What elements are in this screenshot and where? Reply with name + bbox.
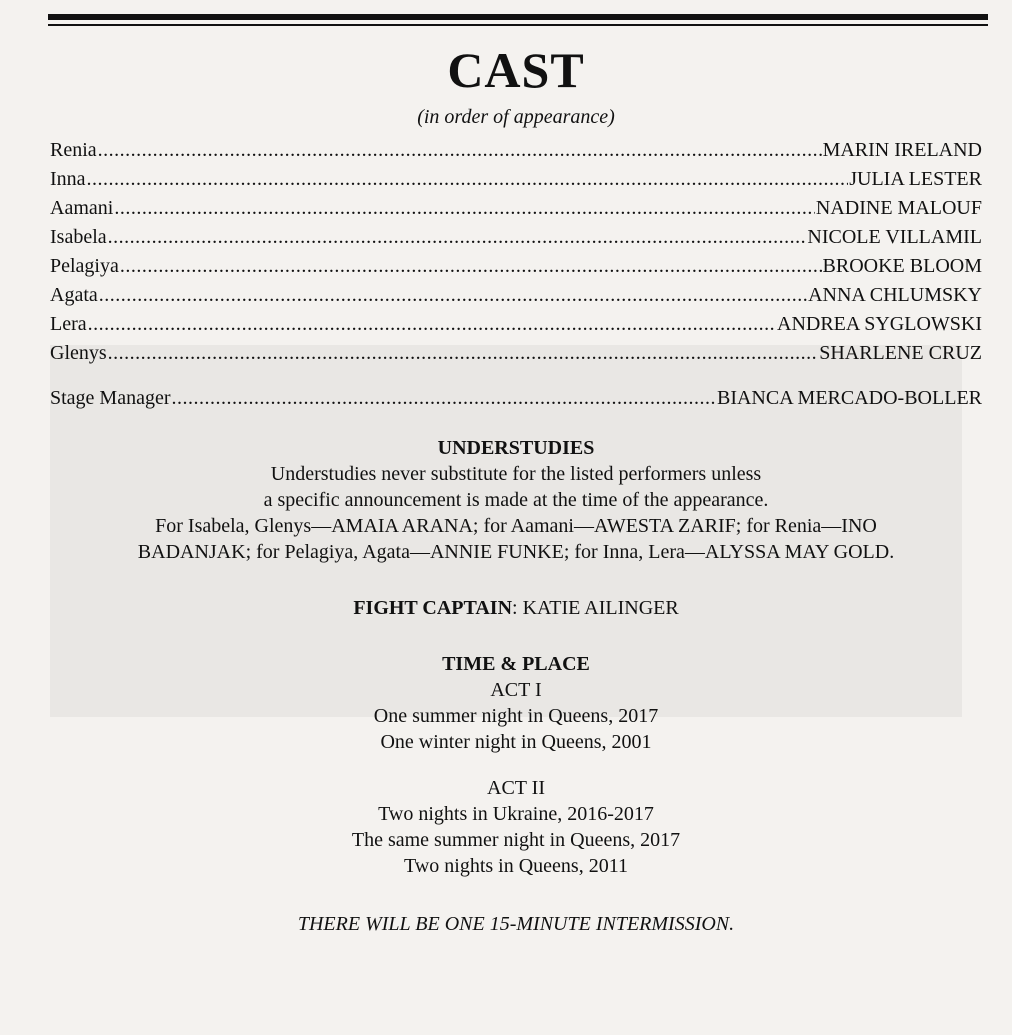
understudies-list: BADANJAK; for Pelagiya, Agata—ANNIE FUNKE; for Inna, Lera—ALYSSA MAY GOLD.	[137, 541, 895, 563]
time-place-heading: TIME & PLACE	[442, 653, 590, 675]
fight-captain	[50, 595, 982, 621]
intermission-note: THERE WILL BE ONE 15-MINUTE INTERMISSION.	[297, 913, 735, 935]
role-name: Lera	[50, 313, 87, 335]
dot-leader	[87, 165, 849, 194]
cast-list	[50, 136, 982, 413]
role-name: Agata	[50, 284, 98, 306]
cast-row	[50, 310, 982, 339]
act-setting: One winter night in Queens, 2001	[380, 731, 652, 753]
playbill-page	[50, 40, 982, 937]
fight-captain-label: FIGHT CAPTAIN	[353, 597, 513, 619]
act-setting: One summer night in Queens, 2017	[373, 705, 659, 727]
act-setting: The same summer night in Queens, 2017	[351, 829, 681, 851]
role-name: Stage Manager	[50, 387, 171, 409]
actor-name: BROOKE BLOOM	[822, 255, 982, 277]
role-name: Inna	[50, 168, 86, 190]
role-name: Pelagiya	[50, 255, 119, 277]
act-setting: Two nights in Queens, 2011	[404, 855, 628, 877]
role-name: Renia	[50, 139, 97, 161]
cast-row	[50, 136, 982, 165]
time-place-section	[50, 651, 982, 879]
actor-name: JULIA LESTER	[849, 168, 982, 190]
actor-name: NICOLE VILLAMIL	[807, 226, 982, 248]
understudies-list: For Isabela, Glenys—AMAIA ARANA; for Aamani—AWESTA ZARIF; for Renia—INO	[155, 515, 877, 537]
role-name: Glenys	[50, 342, 107, 364]
dot-leader	[99, 281, 807, 310]
dot-leader	[88, 310, 776, 339]
role-name: Isabela	[50, 226, 107, 248]
actor-name: SHARLENE CRUZ	[819, 342, 982, 364]
dot-leader	[108, 223, 807, 252]
actor-name: MARIN IRELAND	[822, 139, 982, 161]
act-title: ACT II	[487, 777, 545, 799]
dot-leader	[172, 384, 716, 413]
understudies-section	[50, 435, 982, 565]
dot-leader	[120, 252, 822, 281]
stage-manager-row	[50, 384, 982, 413]
dot-leader	[108, 339, 819, 368]
cast-title: CAST	[447, 42, 585, 98]
actor-name: BIANCA MERCADO-BOLLER	[716, 387, 982, 409]
cast-row	[50, 252, 982, 281]
dot-leader	[114, 194, 815, 223]
fight-captain-name: : KATIE AILINGER	[512, 597, 679, 619]
act-setting: Two nights in Ukraine, 2016-2017	[378, 803, 654, 825]
actor-name: ANNA CHLUMSKY	[808, 284, 982, 306]
understudies-note: Understudies never substitute for the listed performers unless	[270, 463, 762, 485]
spacer	[50, 368, 982, 384]
actor-name: NADINE MALOUF	[815, 197, 982, 219]
dot-leader	[98, 136, 822, 165]
understudies-heading: UNDERSTUDIES	[437, 437, 595, 459]
understudies-note: a specific announcement is made at the time of the appearance.	[263, 489, 769, 511]
cast-row	[50, 339, 982, 368]
cast-row	[50, 281, 982, 310]
act-title: ACT I	[490, 679, 542, 701]
cast-subtitle: (in order of appearance)	[417, 106, 615, 128]
top-rule-thick	[48, 14, 988, 20]
cast-row	[50, 194, 982, 223]
role-name: Aamani	[50, 197, 114, 219]
cast-row	[50, 223, 982, 252]
cast-row	[50, 165, 982, 194]
actor-name: ANDREA SYGLOWSKI	[777, 313, 982, 335]
top-rule-thin	[48, 24, 988, 26]
